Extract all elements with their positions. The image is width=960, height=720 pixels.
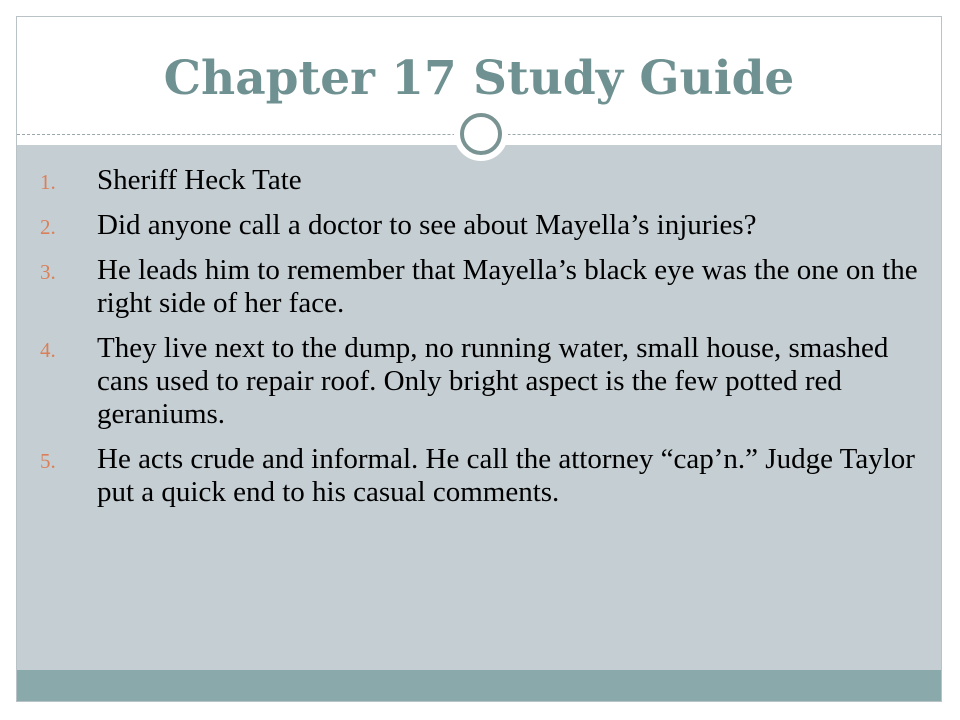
footer-bar xyxy=(17,670,941,701)
answer-list xyxy=(40,164,930,521)
list-item-text: He acts crude and informal. He call the attorney “cap’n.” Judge Taylor put a quick end to his casual comments. xyxy=(97,443,915,508)
list-number: 3. xyxy=(40,260,56,284)
list-number: 2. xyxy=(40,215,56,239)
list-item-text: Sheriff Heck Tate xyxy=(97,164,302,196)
list-number: 4. xyxy=(40,338,56,362)
slide-title: Chapter 17 Study Guide xyxy=(163,51,795,106)
list-item xyxy=(40,209,930,242)
list-item-text: Did anyone call a doctor to see about Mayella’s injuries? xyxy=(97,209,757,241)
list-number: 1. xyxy=(40,170,56,194)
list-number: 5. xyxy=(40,449,56,473)
list-item-text: They live next to the dump, no running water, small house, smashed cans used to repair roof. Only bright aspect is the few potted red geraniums. xyxy=(97,332,889,430)
list-item xyxy=(40,443,930,509)
list-item xyxy=(40,164,930,197)
list-item-text: He leads him to remember that Mayella’s black eye was the one on the right side of her face. xyxy=(97,254,918,319)
list-item xyxy=(40,332,930,431)
circle-ornament-icon xyxy=(454,107,508,161)
list-item xyxy=(40,254,930,320)
circle-ornament-inner xyxy=(460,113,502,155)
